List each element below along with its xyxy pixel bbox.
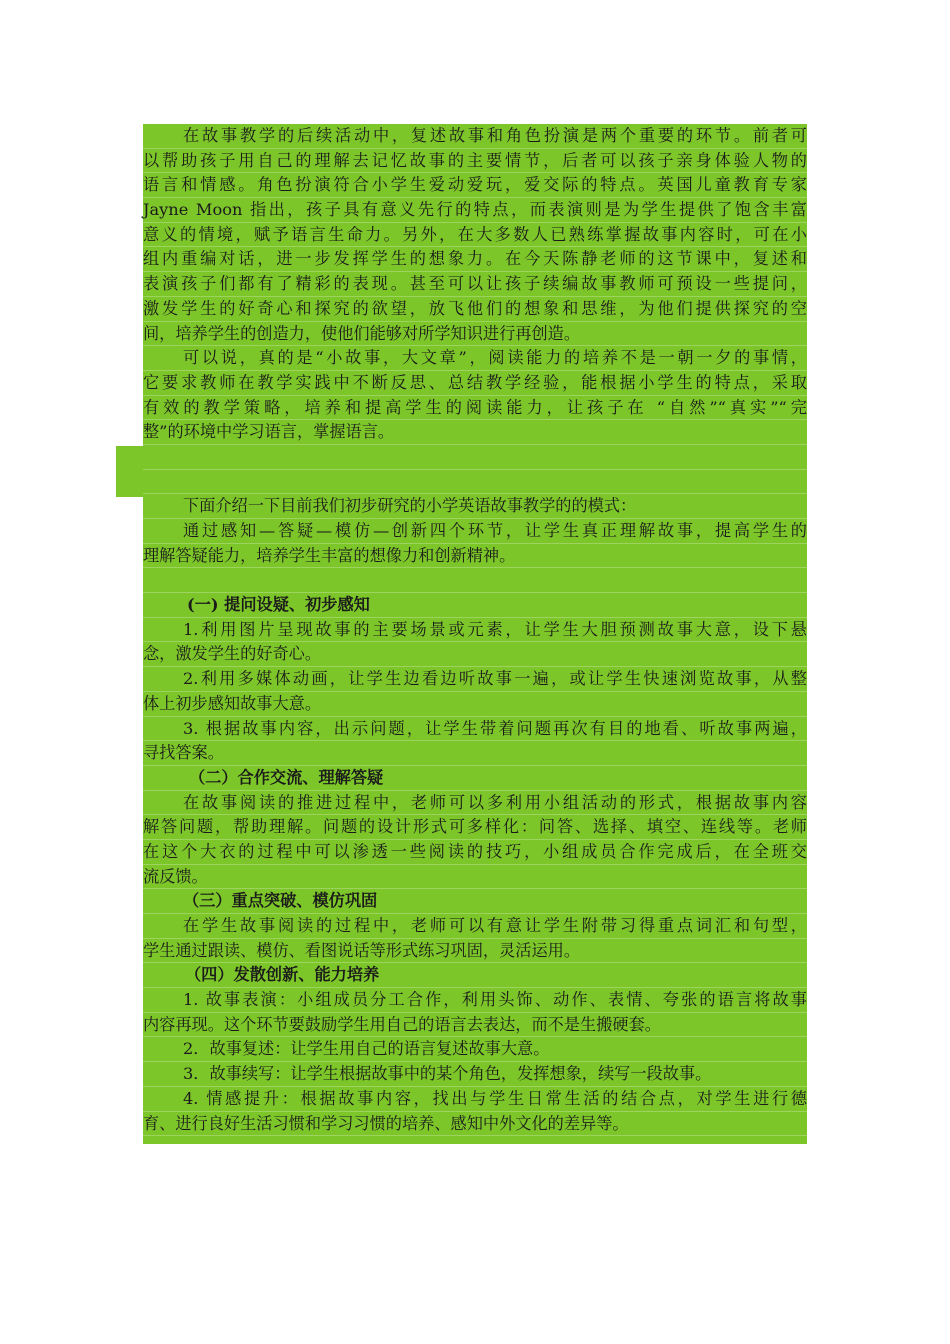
paragraph-line: 在这个大衣的过程中可以渗透一些阅读的技巧，小组成员合作完成后，在全班交 — [143, 840, 807, 865]
document-body — [143, 124, 807, 1136]
paragraph-line: 组内重编对话，进一步发挥学生的想象力。在今天陈静老师的这节课中，复述和 — [143, 247, 807, 272]
blank-line — [143, 470, 807, 495]
paragraph-line: 3. 根据故事内容，出示问题，让学生带着问题再次有目的地看、听故事两遍， — [143, 717, 807, 742]
paragraph-line: 语言和情感。角色扮演符合小学生爱动爱玩，爱交际的特点。英国儿童教育专家 — [143, 173, 807, 198]
paragraph-line: 育、进行良好生活习惯和学习习惯的培养、感知中外文化的差异等。 — [143, 1112, 807, 1137]
paragraph-line: 下面介绍一下目前我们初步研究的小学英语故事教学的的模式： — [143, 494, 807, 519]
paragraph-line: 1. 故事表演：小组成员分工合作，利用头饰、动作、表情、夸张的语言将故事 — [143, 988, 807, 1013]
paragraph-line: 1.利用图片呈现故事的主要场景或元素，让学生大胆预测故事大意，设下悬 — [143, 618, 807, 643]
paragraph-line: 4. 情感提升：根据故事内容，找出与学生日常生活的结合点，对学生进行德 — [143, 1087, 807, 1112]
paragraph-line: 通过感知—答疑—模仿—创新四个环节，让学生真正理解故事，提高学生的 — [143, 519, 807, 544]
paragraph-line: 内容再现。这个环节要鼓励学生用自己的语言去表达，而不是生搬硬套。 — [143, 1013, 807, 1038]
paragraph-line: 激发学生的好奇心和探究的欲望，放飞他们的想象和思维，为他们提供探究的空 — [143, 297, 807, 322]
paragraph-line: 体上初步感知故事大意。 — [143, 692, 807, 717]
paragraph-line: 理解答疑能力，培养学生丰富的想像力和创新精神。 — [143, 544, 807, 569]
blank-line — [143, 445, 807, 470]
paragraph-line: 在学生故事阅读的过程中，老师可以有意让学生附带习得重点词汇和句型， — [143, 914, 807, 939]
paragraph-line: 念，激发学生的好奇心。 — [143, 642, 807, 667]
paragraph-line: 解答问题，帮助理解。问题的设计形式可多样化：问答、选择、填空、连线等。老师 — [143, 815, 807, 840]
paragraph-line: 可以说，真的是“小故事，大文章”，阅读能力的培养不是一朝一夕的事情， — [143, 346, 807, 371]
paragraph-line: 流反馈。 — [143, 865, 807, 890]
section-heading-4: （四）发散创新、能力培养 — [143, 963, 807, 988]
paragraph-line: 在故事教学的后续活动中，复述故事和角色扮演是两个重要的环节。前者可 — [143, 124, 807, 149]
section-heading-1: (一) 提问设疑、初步感知 — [143, 593, 807, 618]
paragraph-line: 寻找答案。 — [143, 741, 807, 766]
paragraph-line: 意义的情境，赋予语言生命力。另外，在大多数人已熟练掌握故事内容时，可在小 — [143, 223, 807, 248]
paragraph-line: 以帮助孩子用自己的理解去记忆故事的主要情节，后者可以孩子亲身体验人物的 — [143, 149, 807, 174]
blank-line — [143, 568, 807, 593]
paragraph-line: 它要求教师在教学实践中不断反思、总结教学经验，能根据小学生的特点，采取 — [143, 371, 807, 396]
section-heading-2: （二）合作交流、理解答疑 — [143, 766, 807, 791]
paragraph-line: 3．故事续写：让学生根据故事中的某个角色，发挥想象，续写一段故事。 — [143, 1062, 807, 1087]
paragraph-line: 间，培养学生的创造力，使他们能够对所学知识进行再创造。 — [143, 322, 807, 347]
paragraph-line: 表演孩子们都有了精彩的表现。甚至可以让孩子续编故事教师可预设一些提问， — [143, 272, 807, 297]
section-heading-3: （三）重点突破、模仿巩固 — [143, 889, 807, 914]
paragraph-line: 2.利用多媒体动画，让学生边看边听故事一遍，或让学生快速浏览故事，从整 — [143, 667, 807, 692]
paragraph-line: Jayne Moon 指出，孩子具有意义先行的特点，而表演则是为学生提供了饱含丰富 — [143, 198, 807, 223]
paragraph-line: 整”的环境中学习语言，掌握语言。 — [143, 420, 807, 445]
paragraph-line: 2．故事复述：让学生用自己的语言复述故事大意。 — [143, 1037, 807, 1062]
paragraph-line: 有效的教学策略，培养和提高学生的阅读能力，让孩子在 “自然”“真实”“完 — [143, 396, 807, 421]
paragraph-line: 学生通过跟读、模仿、看图说话等形式练习巩固，灵活运用。 — [143, 939, 807, 964]
paragraph-line: 在故事阅读的推进过程中，老师可以多利用小组活动的形式，根据故事内容 — [143, 791, 807, 816]
